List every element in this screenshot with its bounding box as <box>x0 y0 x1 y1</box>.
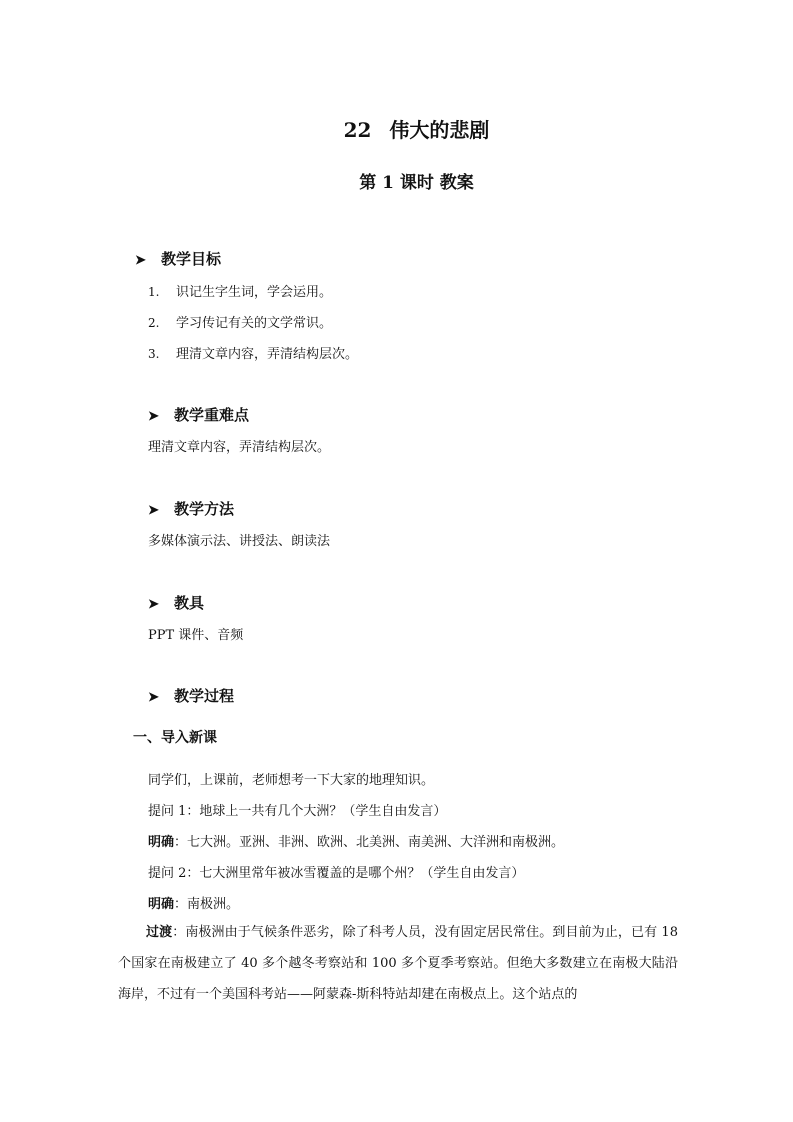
objective-number: 2. <box>148 316 160 330</box>
question-1: 提问 1：地球上一共有几个大洲？（学生自由发言） <box>148 804 447 819</box>
process-heading <box>148 685 234 706</box>
answer-label: 明确 <box>148 897 175 912</box>
key-points-heading <box>148 404 249 425</box>
question-2: 提问 2：七大洲里常年被冰雪覆盖的是哪个州？（学生自由发言） <box>148 866 525 881</box>
objective-text: 学习传记有关的文学常识。 <box>176 316 333 331</box>
arrow-bullet-icon: ➤ <box>148 409 159 424</box>
lesson-number: 22 <box>343 118 372 142</box>
objective-text: 理清文章内容，弄清结构层次。 <box>176 347 359 362</box>
objective-item <box>148 281 332 300</box>
methods-text: 多媒体演示法、讲授法、朗读法 <box>148 534 331 549</box>
transition-text: ：南极洲由于气候条件恶劣，除了科考人员，没有固定居民常住。到目前为止，已有 18 个国家在南极建立了 40 多个越冬考察站和 100 多个夏季考察站。但绝大多数建立在南极大陆沿海岸，不过有一个美国科考站——阿蒙森-斯科特站却建在南极点上。这个站点的 <box>118 925 678 1002</box>
arrow-bullet-icon: ➤ <box>148 690 159 705</box>
objectives-heading-text: 教学目标 <box>161 250 222 268</box>
key-points-text: 理清文章内容，弄清结构层次。 <box>148 440 331 455</box>
tools-heading <box>148 592 204 613</box>
transition-paragraph <box>118 917 678 1010</box>
objective-item <box>148 343 358 362</box>
intro-line: 同学们，上课前，老师想考一下大家的地理知识。 <box>148 773 435 788</box>
objective-item <box>148 312 332 331</box>
transition-label: 过渡 <box>146 925 173 940</box>
tools-heading-text: 教具 <box>174 594 205 612</box>
process-heading-text: 教学过程 <box>174 687 235 705</box>
answer-1 <box>148 831 564 850</box>
objective-text: 识记生字生词，学会运用。 <box>176 285 333 300</box>
answer-text: ：南极洲。 <box>174 897 240 912</box>
arrow-bullet-icon: ➤ <box>148 597 159 612</box>
arrow-bullet-icon: ➤ <box>135 253 146 268</box>
objectives-heading <box>135 248 221 269</box>
tools-text: PPT 课件、音频 <box>148 628 244 643</box>
methods-heading <box>148 498 234 519</box>
answer-text: ：七大洲。亚洲、非洲、欧洲、北美洲、南美洲、大洋洲和南极洲。 <box>174 835 565 850</box>
objective-number: 3. <box>148 347 160 361</box>
lesson-subtitle: 第 1 课时 教案 <box>359 173 474 193</box>
arrow-bullet-icon: ➤ <box>148 503 159 518</box>
objective-number: 1. <box>148 285 160 299</box>
section-heading: 一、导入新课 <box>133 730 217 746</box>
answer-2 <box>148 893 239 912</box>
lesson-title-text: 伟大的悲剧 <box>389 118 490 142</box>
answer-label: 明确 <box>148 835 175 850</box>
lesson-title <box>0 114 793 143</box>
key-points-heading-text: 教学重难点 <box>174 406 250 424</box>
methods-heading-text: 教学方法 <box>174 500 235 518</box>
